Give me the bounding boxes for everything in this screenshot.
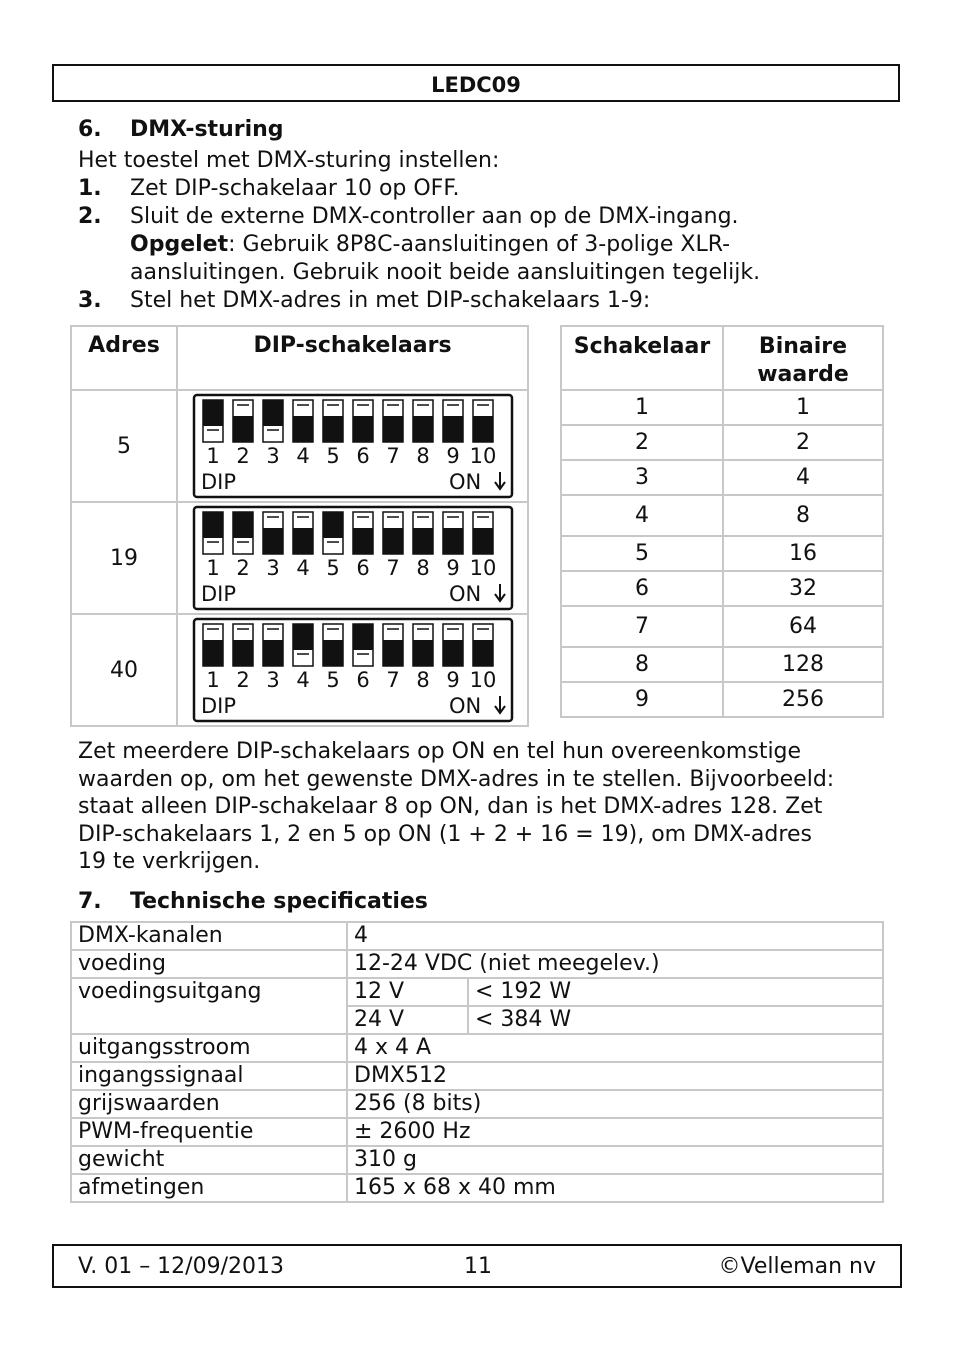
switch-number-label: 4 <box>295 444 310 468</box>
spec-row <box>71 1062 883 1090</box>
switch-number-label: 8 <box>415 668 430 692</box>
spec-label: gewicht <box>71 1146 347 1174</box>
switch-number-label: 3 <box>265 444 280 468</box>
dmx-explanation-paragraph: Zet meerdere DIP-schakelaars op ON en tel hun overeenkomstige waarden op, om het gewenste DMX-adres in te stellen. Bijvoorbeeld: staat alleen DIP-schakelaar 8 op ON, dan is het DMX-adres 128. Zet DIP-schakelaars 1, 2 en 5 op ON (1 + 2 + 16 = 19), om DMX-adres 19 te verkrijgen. <box>78 739 835 874</box>
dip-switch-knob-off <box>233 416 253 442</box>
page-footer <box>52 1244 902 1288</box>
col-header-binary-value: Binaire waarde <box>723 326 883 390</box>
section-6-intro: Het toestel met DMX-sturing instellen: <box>78 148 500 173</box>
switch-number-label: 8 <box>415 444 430 468</box>
binary-value-cell: 1 <box>723 390 883 425</box>
dip-switch-knob-off <box>473 528 493 554</box>
step-number: 3. <box>78 288 102 313</box>
switch-number-cell: 8 <box>561 647 723 682</box>
dip-switch-knob-off <box>323 416 343 442</box>
switch-number-label: 1 <box>205 444 220 468</box>
address-cell: 19 <box>71 502 177 614</box>
spec-label: DMX-kanalen <box>71 922 347 950</box>
switch-number-label: 9 <box>445 444 460 468</box>
switch-number-label: 10 <box>469 556 496 580</box>
step-text: Sluit de externe DMX-controller aan op de DMX-ingang. <box>130 204 739 229</box>
spec-value: < 384 W <box>468 1006 883 1034</box>
spec-value: 12-24 VDC (niet meegelev.) <box>347 950 883 978</box>
spec-value: ± 2600 Hz <box>347 1118 883 1146</box>
dip-switch-knob-off <box>413 528 433 554</box>
spec-value: 12 V <box>347 978 468 1006</box>
spec-label: voedingsuitgang <box>71 978 347 1034</box>
spec-row <box>71 978 883 1006</box>
switch-number-label: 4 <box>295 668 310 692</box>
step-text: Zet DIP-schakelaar 10 op OFF. <box>130 176 460 201</box>
switch-number-label: 7 <box>385 668 400 692</box>
dip-switch-knob-off <box>353 528 373 554</box>
dip-switch-knob-off <box>383 416 403 442</box>
dip-label: DIP <box>200 694 236 718</box>
binary-row <box>561 390 883 425</box>
dip-switch-knob-off <box>263 640 283 666</box>
switch-number-label: 2 <box>235 444 250 468</box>
col-header-address: Adres <box>71 326 177 390</box>
spec-label: uitgangsstroom <box>71 1034 347 1062</box>
binary-row <box>561 682 883 717</box>
dip-switch-knob-off <box>443 640 463 666</box>
dip-switch-knob-off <box>443 528 463 554</box>
switch-number-label: 8 <box>415 556 430 580</box>
spec-value: 4 x 4 A <box>347 1034 883 1062</box>
binary-value-cell: 32 <box>723 571 883 606</box>
dip-switch-knob-on <box>263 400 283 426</box>
dip-row <box>71 502 528 614</box>
switch-number-cell: 4 <box>561 495 723 536</box>
dip-switch-knob-off <box>293 416 313 442</box>
arrow-down-icon <box>495 472 505 489</box>
dip-row <box>71 390 528 502</box>
spec-row <box>71 1174 883 1202</box>
dip-switch-knob-on <box>323 512 343 538</box>
binary-value-cell: 128 <box>723 647 883 682</box>
binary-value-table <box>560 325 884 718</box>
spec-value: 24 V <box>347 1006 468 1034</box>
binary-row <box>561 460 883 495</box>
switch-number-label: 6 <box>355 668 370 692</box>
binary-value-cell: 64 <box>723 606 883 647</box>
dip-switch-knob-off <box>263 528 283 554</box>
switch-number-label: 10 <box>469 668 496 692</box>
note-label: Opgelet <box>130 232 229 257</box>
spec-row <box>71 1146 883 1174</box>
spec-label: afmetingen <box>71 1174 347 1202</box>
spec-row <box>71 950 883 978</box>
section-7-heading <box>78 889 428 914</box>
spec-label: grijswaarden <box>71 1090 347 1118</box>
binary-row <box>561 495 883 536</box>
on-label: ON <box>448 582 481 606</box>
dip-switch-knob-off <box>353 416 373 442</box>
version-date: V. 01 – 12/09/2013 <box>78 1254 284 1279</box>
binary-value-cell: 16 <box>723 536 883 571</box>
spec-value: 165 x 68 x 40 mm <box>347 1174 883 1202</box>
switch-number-label: 3 <box>265 668 280 692</box>
section-6-number: 6. <box>78 117 102 142</box>
dip-switch-knob-off <box>383 640 403 666</box>
page-header <box>52 64 900 102</box>
binary-value-cell: 4 <box>723 460 883 495</box>
spec-value: 310 g <box>347 1146 883 1174</box>
switch-number-cell: 1 <box>561 390 723 425</box>
on-label: ON <box>448 694 481 718</box>
switch-number-label: 7 <box>385 444 400 468</box>
section-6-heading <box>78 117 284 142</box>
dip-switch-knob-off <box>473 640 493 666</box>
dip-switch-knob-off <box>443 416 463 442</box>
switch-number-cell: 7 <box>561 606 723 647</box>
spec-row <box>71 922 883 950</box>
binary-value-cell: 256 <box>723 682 883 717</box>
dip-switch-diagram <box>191 616 515 724</box>
switch-number-label: 2 <box>235 668 250 692</box>
spec-row <box>71 1034 883 1062</box>
spec-value: 256 (8 bits) <box>347 1090 883 1118</box>
switch-number-label: 5 <box>325 668 340 692</box>
switch-number-label: 1 <box>205 556 220 580</box>
switch-number-cell: 6 <box>561 571 723 606</box>
dip-switch-knob-on <box>293 624 313 650</box>
dip-switch-table <box>70 325 529 727</box>
switch-number-label: 6 <box>355 444 370 468</box>
binary-row <box>561 536 883 571</box>
step-number: 2. <box>78 204 102 229</box>
col-header-switches: DIP-schakelaars <box>177 326 528 390</box>
binary-value-cell: 2 <box>723 425 883 460</box>
spec-table <box>70 921 884 1203</box>
switch-number-label: 5 <box>325 556 340 580</box>
dip-switch-knob-off <box>383 528 403 554</box>
switch-number-label: 6 <box>355 556 370 580</box>
dip-label: DIP <box>200 582 236 606</box>
col-header-switch: Schakelaar <box>561 326 723 390</box>
dip-switch-diagram <box>191 504 515 612</box>
note-text-cont: aansluitingen. Gebruik nooit beide aansluitingen tegelijk. <box>130 260 761 285</box>
switch-number-label: 10 <box>469 444 496 468</box>
switch-number-cell: 3 <box>561 460 723 495</box>
switch-number-label: 7 <box>385 556 400 580</box>
section-7-title: Technische specificaties <box>130 889 428 914</box>
step-number: 1. <box>78 176 102 201</box>
spec-label: ingangssignaal <box>71 1062 347 1090</box>
binary-row <box>561 425 883 460</box>
address-cell: 5 <box>71 390 177 502</box>
note-text: : Gebruik 8P8C-aansluitingen of 3-polige XLR- <box>228 232 731 257</box>
dip-switch-knob-off <box>413 416 433 442</box>
switch-number-label: 3 <box>265 556 280 580</box>
arrow-down-icon <box>495 584 505 601</box>
binary-row <box>561 647 883 682</box>
switch-number-label: 5 <box>325 444 340 468</box>
dip-row <box>71 614 528 726</box>
dip-switch-diagram <box>191 392 515 500</box>
dip-switch-knob-on <box>203 512 223 538</box>
spec-row <box>71 1090 883 1118</box>
dip-switch-knob-off <box>293 528 313 554</box>
dip-switch-knob-off <box>413 640 433 666</box>
page-number: 11 <box>464 1254 492 1279</box>
switch-number-label: 4 <box>295 556 310 580</box>
dip-switch-knob-on <box>353 624 373 650</box>
dip-label: DIP <box>200 470 236 494</box>
switch-number-label: 2 <box>235 556 250 580</box>
binary-row <box>561 571 883 606</box>
switch-number-cell: 9 <box>561 682 723 717</box>
switch-number-label: 9 <box>445 668 460 692</box>
section-6-title: DMX-sturing <box>130 117 284 142</box>
dip-switch-knob-on <box>233 512 253 538</box>
binary-row <box>561 606 883 647</box>
spec-label: voeding <box>71 950 347 978</box>
arrow-down-icon <box>495 696 505 713</box>
switch-number-cell: 2 <box>561 425 723 460</box>
on-label: ON <box>448 470 481 494</box>
spec-value: 4 <box>347 922 883 950</box>
switch-number-label: 9 <box>445 556 460 580</box>
dip-switch-knob-off <box>233 640 253 666</box>
spec-value: DMX512 <box>347 1062 883 1090</box>
section-7-number: 7. <box>78 889 102 914</box>
binary-value-cell: 8 <box>723 495 883 536</box>
switch-number-label: 1 <box>205 668 220 692</box>
switch-number-cell: 5 <box>561 536 723 571</box>
address-cell: 40 <box>71 614 177 726</box>
dip-switch-knob-off <box>323 640 343 666</box>
spec-row <box>71 1118 883 1146</box>
model-name: LEDC09 <box>431 73 521 97</box>
dip-switch-knob-off <box>203 640 223 666</box>
dip-switch-knob-off <box>473 416 493 442</box>
spec-value: < 192 W <box>468 978 883 1006</box>
copyright: ©Velleman nv <box>718 1254 876 1279</box>
step-text: Stel het DMX-adres in met DIP-schakelaars 1-9: <box>130 288 651 313</box>
spec-label: PWM-frequentie <box>71 1118 347 1146</box>
dip-switch-knob-on <box>203 400 223 426</box>
